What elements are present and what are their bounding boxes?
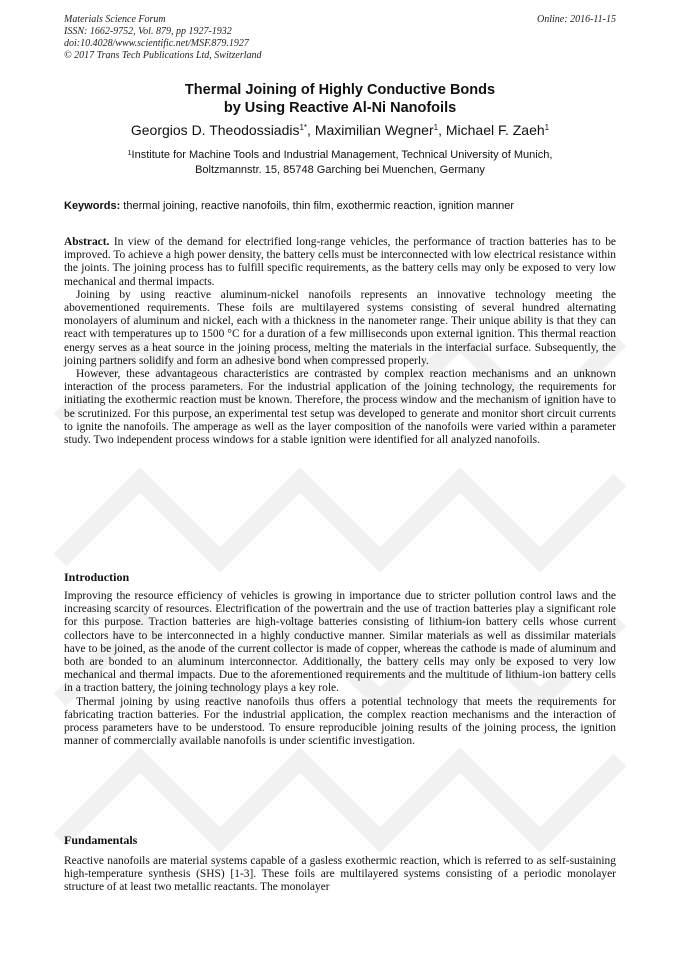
- author-separator: ,: [438, 122, 446, 138]
- author-name: Georgios D. Theodossiadis: [130, 122, 300, 138]
- journal-issn: ISSN: 1662-9752, Vol. 879, pp 1927-1932: [64, 26, 232, 37]
- title-line-1: Thermal Joining of Highly Conductive Bonds: [184, 82, 496, 98]
- abstract-label: Abstract.: [64, 236, 110, 248]
- author-affiliation-mark: 1: [433, 123, 439, 132]
- author-name: Maximilian Wegner: [314, 122, 434, 138]
- introduction-paragraph: Thermal joining by using reactive nanofoils thus offers a potential technology that meets the requirements for fabricating traction batteries. For the industrial application, the complex reaction mechanisms and the interaction of process parameters have to be understood. To ensure reproducible joining results of the joining process, the ignition manner of commercially available nanofoils is under scientific investigation.: [64, 695, 616, 748]
- author-affiliation-mark: 1*: [299, 123, 308, 132]
- abstract-section: [64, 236, 616, 447]
- author-separator: ,: [307, 122, 315, 138]
- affiliation: [64, 148, 616, 178]
- journal-name: Materials Science Forum: [64, 14, 166, 25]
- fundamentals-section: [64, 855, 616, 895]
- section-heading-introduction: Introduction: [64, 570, 130, 584]
- paper-title: [64, 81, 616, 117]
- affiliation-mark: 1: [127, 150, 132, 157]
- online-date: Online: 2016-11-15: [537, 14, 616, 25]
- author-name: Michael F. Zaeh: [445, 122, 545, 138]
- introduction-section: [64, 590, 616, 748]
- article-doi: doi:10.4028/www.scientific.net/MSF.879.1927: [64, 38, 249, 49]
- keywords-label: Keywords:: [64, 200, 121, 212]
- affiliation-line-2: Boltzmannstr. 15, 85748 Garching bei Muenchen, Germany: [195, 164, 485, 176]
- copyright-notice: © 2017 Trans Tech Publications Ltd, Switzerland: [64, 50, 262, 61]
- fundamentals-paragraph: Reactive nanofoils are material systems capable of a gasless exothermic reaction, which is referred to as self-sustaining high-temperature synthesis (SHS) [1-3]. These foils are multilayered systems consisting of a periodic monolayer structure of at least two metallic reactants. The monolayer: [64, 855, 616, 894]
- abstract-paragraph: However, these advantageous characteristics are contrasted by complex reaction mechanisms and an unknown interaction of the process parameters. For the industrial application of the joining technology, the requirements for initiating the exothermic reaction must be known. Therefore, the process window and the mechanism of ignition have to be scrutinized. For this purpose, an experimental test setup was developed to generate and monitor short circuit currents to ignite the nanofoils. The amperage as well as the layer composition of the nanofoils were varied within a parameter study. Two independent process windows for a stable ignition were identified for all analyzed nanofoils.: [64, 368, 616, 447]
- introduction-paragraph: Improving the resource efficiency of vehicles is growing in importance due to stricter pollution control laws and the increasing scarcity of resources. Electrification of the powertrain and the use of traction batteries play a significant role for this purpose. Traction batteries are high-voltage batteries consisting of lithium-ion battery cells whose current collectors have to be interconnected in a highly conductive manner. Similar materials as well as dissimilar materials have to be joined, as the anode of the current collector is made of copper, whereas the cathode is made of aluminum and both are bonded to an aluminum interconnector. Additionally, the battery cells may only be exposed to very low mechanical and thermal impacts. Due to the aforementioned requirements and the multitude of lithium-ion battery cells in a traction battery, the joining technology plays a key role.: [64, 590, 616, 695]
- journal-header: [64, 14, 616, 62]
- keywords: [64, 199, 616, 213]
- abstract-paragraph: Abstract. In view of the demand for electrified long-range vehicles, the performance of traction batteries has to be improved. To achieve a high power density, the battery cells must be interconnected with low electrical resistance within the joints. The joining process has to fulfill specific requirements, as the battery cells may only be exposed to very low mechanical and thermal impacts.: [64, 236, 616, 288]
- author-list: [64, 121, 616, 139]
- title-line-2: by Using Reactive Al-Ni Nanofoils: [223, 100, 457, 116]
- keywords-text: thermal joining, reactive nanofoils, thin film, exothermic reaction, ignition manner: [120, 200, 514, 212]
- section-heading-fundamentals: Fundamentals: [64, 833, 138, 847]
- author-affiliation-mark: 1: [544, 123, 550, 132]
- affiliation-line-1: Institute for Machine Tools and Industrial Management, Technical University of Munich,: [131, 149, 553, 161]
- abstract-paragraph: Joining by using reactive aluminum-nickel nanofoils represents an innovative technology meeting the abovementioned requirements. These foils are multilayered systems consisting of several hundred alternating monolayers of aluminum and nickel, each with a thickness in the nanometer range. Their unique ability is that they can react with temperatures up to 1500 °C for a duration of a few milliseconds upon external ignition. This thermal reaction energy serves as a heat source in the joining process, melting the materials in the interfacial surface. Subsequently, the joining partners solidify and form an adhesive bond when compressed properly.: [64, 288, 616, 367]
